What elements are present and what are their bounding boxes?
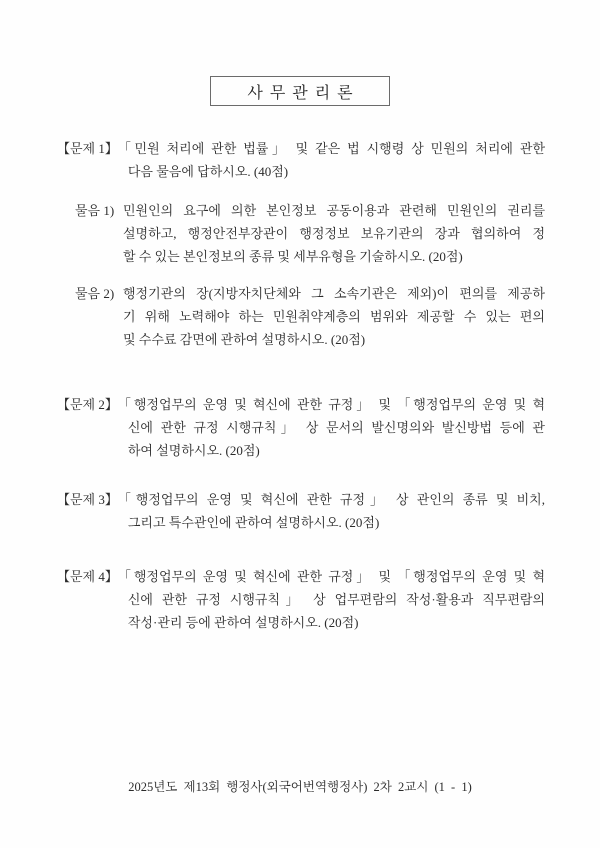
problem-line: 「민원 처리에 관한 법률」 및 같은 법 시행령 상 민원의 처리에 관한: [117, 141, 545, 156]
problem-line: 하여 설명하시오. (20점): [127, 443, 260, 458]
question-line: 할 수 있는 본인정보의 종류 및 세부유형을 기술하시오. (20점): [123, 249, 463, 264]
problem-4-label: 【문제 4】: [57, 569, 118, 584]
problem-2-label: 【문제 2】: [57, 397, 118, 412]
problem-1-label: 【문제 1】: [57, 141, 118, 156]
problem-2-text: [118, 393, 545, 462]
question-line: 행정기관의 장(지방자치단체와 그 소속기관은 제외)이 편의를 제공하: [123, 286, 545, 301]
problem-line: 신에 관한 규정 시행규칙」 상 문서의 발신명의와 발신방법 등에 관: [127, 420, 545, 435]
question-line: 기 위해 노력해야 하는 민원취약계층의 범위와 제공할 수 있는 편의: [123, 309, 545, 324]
sub-question-1-1-label: 물음 1): [75, 203, 115, 218]
sub-question-1-2-label: 물음 2): [75, 286, 115, 301]
page-footer: 2025년도 제13회 행정사(외국어번역행정사) 2차 2교시 (1 - 1): [128, 780, 472, 794]
problem-1: [57, 137, 545, 183]
sub-question-1-2-text: [123, 282, 545, 351]
sub-question-1-1: [75, 199, 545, 268]
problem-line: 다음 물음에 답하시오. (40점): [127, 164, 289, 179]
question-line: 민원인의 요구에 의한 본인정보 공동이용과 관련해 민원인의 권리를: [123, 203, 545, 218]
problem-2: [57, 393, 545, 462]
problem-line: 「행정업무의 운영 및 혁신에 관한 규정」 및 「행정업무의 운영 및 혁: [117, 569, 545, 584]
problem-3: [57, 488, 545, 534]
problem-line: 작성·관리 등에 관하여 설명하시오. (20점): [127, 615, 359, 630]
sub-question-1-1-text: [123, 199, 545, 268]
sub-question-1-2: [75, 282, 545, 351]
problem-line: 「행정업무의 운영 및 혁신에 관한 규정」 및 「행정업무의 운영 및 혁: [117, 397, 545, 412]
problem-line: 그리고 특수관인에 관하여 설명하시오. (20점): [127, 515, 380, 530]
question-line: 및 수수료 감면에 관하여 설명하시오. (20점): [123, 332, 366, 347]
exam-title-box: [210, 76, 390, 106]
problem-1-text: [118, 137, 545, 183]
title-row: [0, 0, 600, 106]
problem-4: [57, 565, 545, 634]
question-line: 설명하고, 행정안전부장관이 행정정보 보유기관의 장과 협의하여 정: [123, 226, 545, 241]
problem-line: 신에 관한 규정 시행규칙」 상 업무편람의 작성·활용과 직무편람의: [127, 592, 545, 607]
problem-4-text: [118, 565, 545, 634]
problem-3-label: 【문제 3】: [57, 492, 118, 507]
problem-line: 「행정업무의 운영 및 혁신에 관한 규정」 상 관인의 종류 및 비치,: [117, 492, 545, 507]
problem-3-text: [118, 488, 545, 534]
exam-title: 사무관리론: [247, 84, 360, 102]
